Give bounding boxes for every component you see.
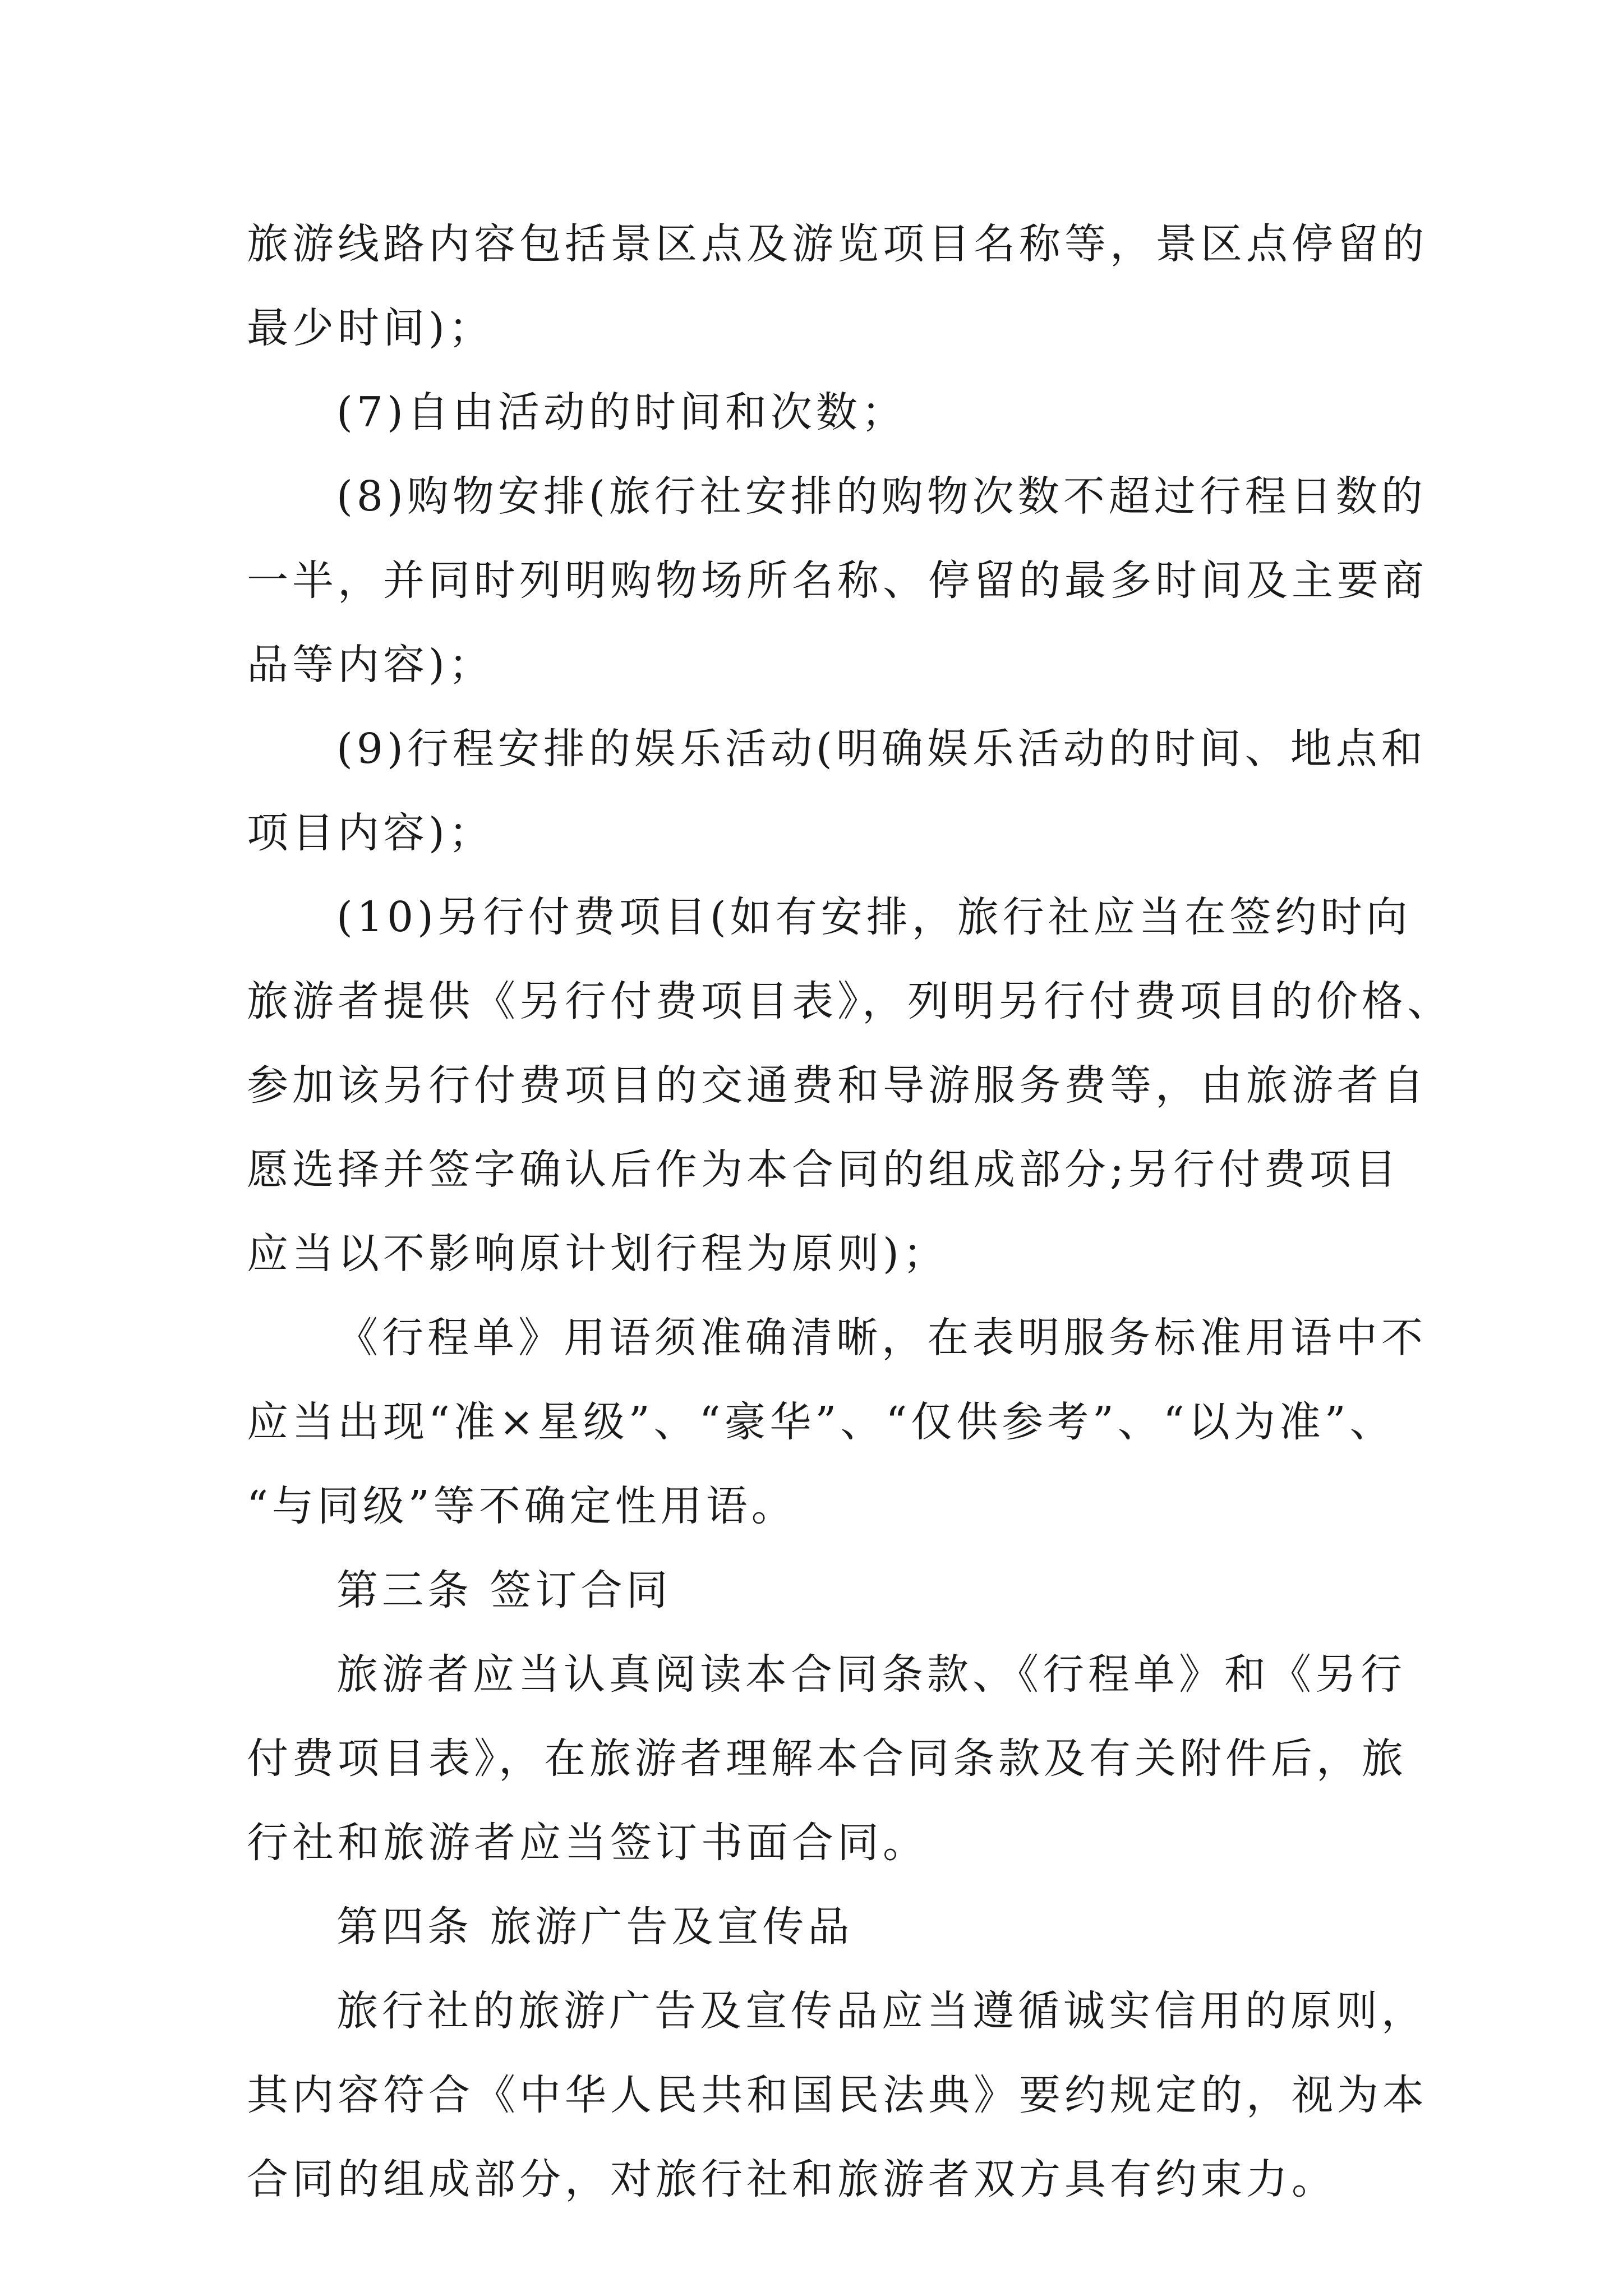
article-4-heading: 第四条 旅游广告及宣传品	[336, 1903, 854, 1951]
body-line: 项目内容)；	[247, 809, 494, 857]
document-body	[247, 202, 1453, 2221]
paragraph-start: 《行程单》用语须准确清晰，在表明服务标准用语中不	[336, 1314, 1427, 1362]
body-line: “与同级”等不确定性用语。	[247, 1482, 797, 1530]
paragraph-start: 旅游者应当认真阅读本合同条款、《行程单》和《另行	[336, 1650, 1406, 1699]
body-line: 愿选择并签字确认后作为本合同的组成部分;另行付费项目	[247, 1145, 1400, 1194]
body-line: 应当出现“准×星级”、“豪华”、“仅供参考”、“以为准”、	[247, 1398, 1395, 1446]
body-line: 最少时间)；	[247, 304, 494, 352]
list-item-8: (8)购物安排(旅行社安排的购物次数不超过行程日数的	[336, 472, 1427, 521]
body-line: 品等内容)；	[247, 641, 494, 689]
list-item-9: (9)行程安排的娱乐活动(明确娱乐活动的时间、地点和	[336, 725, 1427, 773]
article-3-heading: 第三条 签订合同	[336, 1566, 672, 1614]
paragraph-start: 旅行社的旅游广告及宣传品应当遵循诚实信用的原则，	[336, 1987, 1427, 2035]
body-line: 付费项目表》，在旅游者理解本合同条款及有关附件后，旅	[247, 1734, 1407, 1783]
list-item-7: (7)自由活动的时间和次数；	[336, 388, 907, 436]
body-line: 旅游线路内容包括景区点及游览项目名称等，景区点停留的	[247, 220, 1428, 268]
body-line: 合同的组成部分，对旅行社和旅游者双方具有约束力。	[247, 2155, 1337, 2203]
body-line: 其内容符合《中华人民共和国民法典》要约规定的，视为本	[247, 2071, 1428, 2119]
list-item-10: (10)另行付费项目(如有安排，旅行社应当在签约时向	[336, 893, 1412, 941]
body-line: 旅游者提供《另行付费项目表》，列明另行付费项目的价格、	[247, 977, 1453, 1025]
body-line: 一半，并同时列明购物场所名称、停留的最多时间及主要商	[247, 556, 1428, 605]
body-line: 行社和旅游者应当签订书面合同。	[247, 1819, 928, 1867]
body-line: 应当以不影响原计划行程为原则)；	[247, 1230, 948, 1278]
body-line: 参加该另行付费项目的交通费和导游服务费等，由旅游者自	[247, 1061, 1428, 1110]
